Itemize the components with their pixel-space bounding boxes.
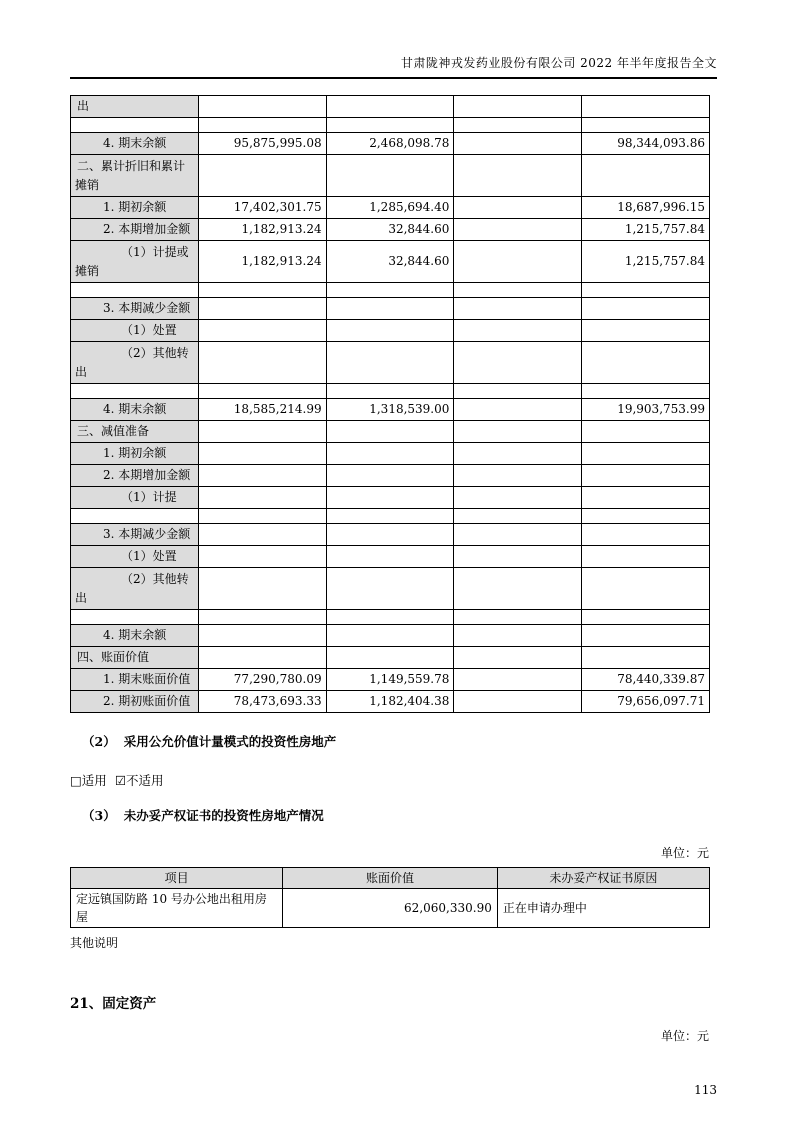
row-label-cell: （1）计提或摊销	[71, 241, 199, 283]
table-row	[71, 96, 710, 118]
table-row	[71, 465, 710, 487]
value-cell	[326, 509, 454, 524]
value-cell	[326, 610, 454, 625]
value-cell	[582, 625, 710, 647]
value-cell	[454, 399, 582, 421]
value-cell	[326, 283, 454, 298]
value-cell	[198, 610, 326, 625]
value-cell	[454, 197, 582, 219]
value-cell	[198, 283, 326, 298]
table-row	[71, 283, 710, 298]
value-cell	[326, 96, 454, 118]
section-heading-no-certificate	[82, 809, 717, 822]
other-notes-label: 其他说明	[70, 936, 119, 950]
value-cell	[198, 568, 326, 610]
value-cell	[582, 96, 710, 118]
table-row	[71, 320, 710, 342]
table-row	[71, 219, 710, 241]
value-cell	[582, 118, 710, 133]
row-label-cell: 1. 期初余额	[71, 443, 199, 465]
table-row	[71, 625, 710, 647]
value-cell	[198, 155, 326, 197]
no-certificate-table	[70, 867, 710, 928]
row-label-cell: （2）其他转出	[71, 568, 199, 610]
value-cell	[198, 487, 326, 509]
table-row	[71, 118, 710, 133]
checkbox-applicable: □适用	[70, 773, 107, 788]
value-cell: 1,182,913.24	[198, 219, 326, 241]
value-cell	[326, 443, 454, 465]
value-cell	[326, 568, 454, 610]
value-cell	[326, 384, 454, 399]
table-row	[71, 421, 710, 443]
row-label-cell	[71, 610, 199, 625]
table-row	[71, 487, 710, 509]
value-cell	[582, 283, 710, 298]
value-cell	[326, 546, 454, 568]
row-label-cell: 3. 本期减少金额	[71, 524, 199, 546]
value-cell	[454, 320, 582, 342]
value-cell	[454, 283, 582, 298]
value-cell	[326, 320, 454, 342]
value-cell	[582, 546, 710, 568]
value-cell	[582, 155, 710, 197]
value-cell	[198, 298, 326, 320]
row-label-cell: 4. 期末余额	[71, 625, 199, 647]
applicability-line	[70, 775, 717, 787]
value-cell	[582, 342, 710, 384]
value-cell	[454, 133, 582, 155]
value-cell	[454, 610, 582, 625]
value-cell	[454, 219, 582, 241]
value-cell	[454, 647, 582, 669]
value-cell	[198, 96, 326, 118]
value-cell	[198, 524, 326, 546]
value-cell	[454, 298, 582, 320]
row-label-cell: 4. 期末余额	[71, 133, 199, 155]
section-number: （3）	[82, 808, 116, 823]
column-header: 未办妥产权证书原因	[497, 868, 709, 889]
value-cell	[582, 443, 710, 465]
value-cell	[454, 96, 582, 118]
row-label-cell: 出	[71, 96, 199, 118]
table-row	[71, 133, 710, 155]
table-row	[71, 342, 710, 384]
unit-label-2: 单位：元	[660, 1029, 709, 1043]
section-title: 采用公允价值计量模式的投资性房地产	[123, 734, 337, 749]
value-cell: 78,440,339.87	[582, 669, 710, 691]
row-label-cell: 2. 本期增加金额	[71, 219, 199, 241]
value-cell	[582, 610, 710, 625]
table-row	[71, 691, 710, 713]
value-cell	[582, 320, 710, 342]
table-row	[71, 546, 710, 568]
row-label-cell: 2. 本期增加金额	[71, 465, 199, 487]
row-label-cell: 1. 期末账面价值	[71, 669, 199, 691]
row-label-cell: 四、账面价值	[71, 647, 199, 669]
row-label-cell: （1）处置	[71, 546, 199, 568]
value-cell: 18,687,996.15	[582, 197, 710, 219]
value-cell: 1,215,757.84	[582, 219, 710, 241]
column-header: 项目	[71, 868, 283, 889]
value-cell	[454, 524, 582, 546]
page-number: 113	[694, 1083, 717, 1097]
value-cell	[198, 118, 326, 133]
row-label-cell	[71, 509, 199, 524]
value-cell: 77,290,780.09	[198, 669, 326, 691]
table-row	[71, 509, 710, 524]
row-label-cell: （1）计提	[71, 487, 199, 509]
value-cell	[454, 509, 582, 524]
table-row	[71, 443, 710, 465]
checkbox-not-applicable: ☑不适用	[114, 773, 164, 788]
value-cell	[326, 647, 454, 669]
value-cell	[326, 155, 454, 197]
value-cell	[454, 625, 582, 647]
section-title: 未办妥产权证书的投资性房地产情况	[123, 808, 324, 823]
table-row	[71, 524, 710, 546]
value-cell: 2,468,098.78	[326, 133, 454, 155]
value-cell	[582, 647, 710, 669]
page-header	[70, 54, 717, 79]
value-cell: 1,285,694.40	[326, 197, 454, 219]
table-row	[71, 241, 710, 283]
value-cell	[198, 625, 326, 647]
value-cell	[582, 487, 710, 509]
value-cell: 1,215,757.84	[582, 241, 710, 283]
table-row	[71, 197, 710, 219]
value-cell	[198, 421, 326, 443]
row-label-cell: （1）处置	[71, 320, 199, 342]
row-label-cell: （2）其他转出	[71, 342, 199, 384]
section-heading-fair-value-model	[82, 735, 717, 748]
value-cell	[198, 342, 326, 384]
table-row	[71, 399, 710, 421]
value-cell: 19,903,753.99	[582, 399, 710, 421]
unit-label: 单位：元	[660, 846, 709, 860]
value-cell	[582, 465, 710, 487]
value-cell	[198, 647, 326, 669]
value-cell: 1,318,539.00	[326, 399, 454, 421]
value-cell	[198, 443, 326, 465]
value-cell	[582, 509, 710, 524]
item-cell: 定远镇国防路 10 号办公地出租用房屋	[71, 889, 283, 928]
table-row	[71, 568, 710, 610]
value-cell	[454, 669, 582, 691]
value-cell: 32,844.60	[326, 241, 454, 283]
value-cell	[454, 443, 582, 465]
value-cell: 1,182,404.38	[326, 691, 454, 713]
value-cell	[326, 421, 454, 443]
value-cell: 78,473,693.33	[198, 691, 326, 713]
value-cell	[582, 384, 710, 399]
value-cell	[454, 421, 582, 443]
value-cell	[454, 568, 582, 610]
value-cell: 95,875,995.08	[198, 133, 326, 155]
row-label-cell	[71, 283, 199, 298]
table-row	[71, 889, 710, 928]
column-header: 账面价值	[283, 868, 498, 889]
row-label-cell: 1. 期初余额	[71, 197, 199, 219]
row-label-cell	[71, 118, 199, 133]
value-cell	[326, 118, 454, 133]
value-cell	[198, 509, 326, 524]
table-row	[71, 610, 710, 625]
row-label-cell: 2. 期初账面价值	[71, 691, 199, 713]
table-header-row	[71, 868, 710, 889]
value-cell	[454, 691, 582, 713]
value-cell	[454, 342, 582, 384]
table-row	[71, 384, 710, 399]
value-cell	[454, 155, 582, 197]
value-cell	[326, 524, 454, 546]
value-cell	[198, 465, 326, 487]
row-label-cell: 三、减值准备	[71, 421, 199, 443]
value-cell	[454, 241, 582, 283]
value-cell	[582, 568, 710, 610]
value-cell	[326, 342, 454, 384]
row-label-cell: 3. 本期减少金额	[71, 298, 199, 320]
row-label-cell: 二、累计折旧和累计摊销	[71, 155, 199, 197]
row-label-cell	[71, 384, 199, 399]
section-heading-fixed-assets: 21、固定资产	[70, 996, 157, 1012]
table-row	[71, 298, 710, 320]
table-row	[71, 669, 710, 691]
value-cell	[326, 298, 454, 320]
investment-property-table	[70, 95, 710, 713]
value-cell	[198, 384, 326, 399]
value-cell	[326, 625, 454, 647]
value-cell	[326, 465, 454, 487]
value-cell: 1,149,559.78	[326, 669, 454, 691]
value-cell: 18,585,214.99	[198, 399, 326, 421]
report-title: 甘肃陇神戎发药业股份有限公司 2022 年半年度报告全文	[400, 56, 717, 70]
value-cell	[582, 421, 710, 443]
table-row	[71, 155, 710, 197]
value-cell: 32,844.60	[326, 219, 454, 241]
value-cell	[454, 465, 582, 487]
table-row	[71, 647, 710, 669]
value-cell	[582, 298, 710, 320]
value-cell: 79,656,097.71	[582, 691, 710, 713]
value-cell	[198, 546, 326, 568]
reason-cell: 正在申请办理中	[497, 889, 709, 928]
value-cell	[582, 524, 710, 546]
value-cell	[198, 320, 326, 342]
section-number: （2）	[82, 734, 116, 749]
value-cell	[326, 487, 454, 509]
value-cell	[454, 546, 582, 568]
value-cell	[454, 118, 582, 133]
value-cell: 17,402,301.75	[198, 197, 326, 219]
value-cell	[454, 487, 582, 509]
value-cell	[454, 384, 582, 399]
value-cell: 98,344,093.86	[582, 133, 710, 155]
row-label-cell: 4. 期末余额	[71, 399, 199, 421]
book-value-cell: 62,060,330.90	[283, 889, 498, 928]
value-cell: 1,182,913.24	[198, 241, 326, 283]
